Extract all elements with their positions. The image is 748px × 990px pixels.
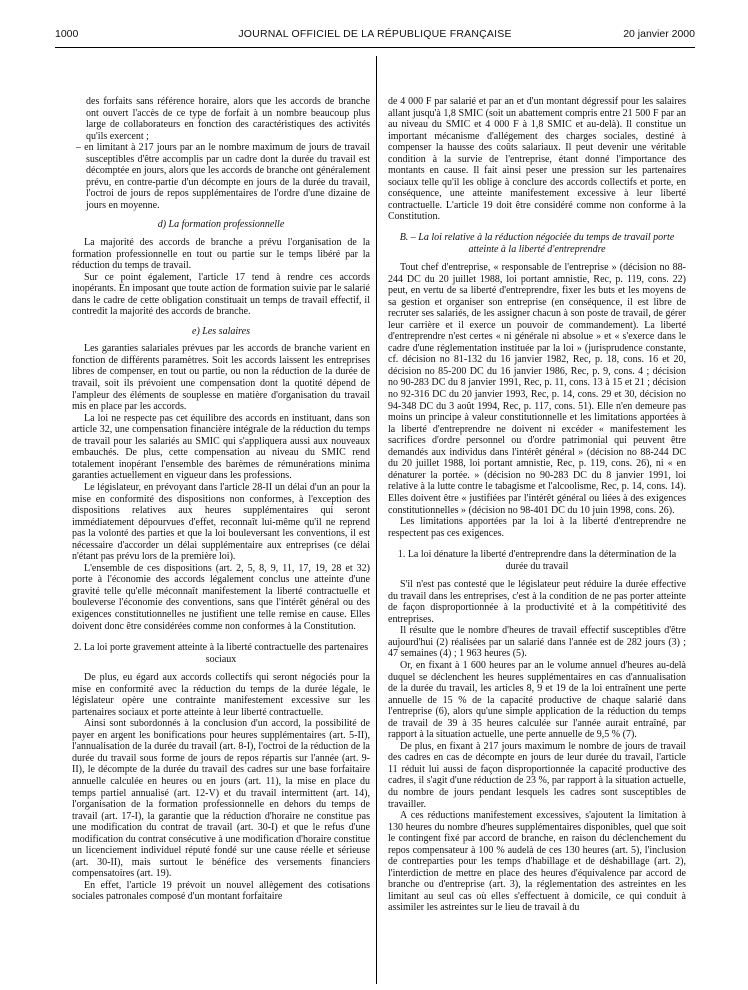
paragraph: S'il n'est pas contesté que le législateur peut réduire la durée effective du travail dans les entreprises, c'est à la condition de ne pas porter atteinte de façon disproportionnée à la productivité et à la compétitivité des entreprises. — [388, 579, 686, 625]
paragraph: Les limitations apportées par la loi à la liberté d'entreprendre ne respectent pas ces exigences. — [388, 516, 686, 539]
paragraph: De plus, eu égard aux accords collectifs qui seront négociés pour la mise en conformité avec la réduction du temps de la durée légale, le législateur opère une contrainte manifestement excessive sur les partenaires sociaux et porte atteinte à leur liberté contractuelle. — [72, 672, 370, 718]
left-column — [72, 96, 370, 903]
header-rule — [55, 47, 695, 48]
paragraph: Il résulte que le nombre d'heures de travail effectif susceptibles d'être aujourd'hui (2) réalisées par un salarié dans l'année est de 282 jours (3) ; 47 semaines (4) ; 1 963 heures (5). — [388, 625, 686, 660]
dash-item: – en limitant à 217 jours par an le nombre maximum de jours de travail susceptibles d'être accomplis par un cadre dont la durée du travail est décomptée en jours, alors que les accords de branche ont généralement prévu, en contre-partie d'un décompte en jours de la durée du travail, l'octroi de jours de repos supplémentaires de l'ordre d'une dizaine de jours en moyenne. — [76, 142, 370, 211]
paragraph: En effet, l'article 19 prévoit un nouvel allègement des cotisations sociales patronales composé d'un montant forfaitaire — [72, 879, 370, 903]
paragraph: Les garanties salariales prévues par les accords de branche varient en fonction de différents paramètres. Soit les accords laissent les entreprises libres de compenser, en tout ou partie, ou non la réduction de la durée de travail, soit ils prévoient une compensation dont la quotité dépend de l'ampleur des éléments de souplesse en matière d'organisation du travail mis en place par les accords. — [72, 343, 370, 413]
paragraph: La loi ne respecte pas cet équilibre des accords en instituant, dans son article 32, une compensation financière intégrale de la réduction du temps de travail pour les salariés au SMIC qui s'appliquera aussi aux nouveaux embauchés. De plus, cette compensation au niveau du SMIC rend totalement inopérant l'ensemble des barèmes de rémunérations minima garanties actuellement en vigueur dans les professions. — [72, 412, 370, 482]
section-heading-1: 1. La loi dénature la liberté d'entreprendre dans la détermination de la durée du travail — [397, 549, 677, 572]
paragraph: Ainsi sont subordonnés à la conclusion d'un accord, la possibilité de payer en argent les bonifications pour heures supplémentaires (art. 5-II), l'annualisation de la durée du travail (art. 8-I), l'octroi de la réduction de la durée du travail sous forme de jours de repos répartis sur l'année (art. 9-II), le décompte de la durée du travail des cadres sur une base forfaitaire annuelle calculée en heures ou en jours (art. 11), la mise en place du temps partiel annualisé (art. 12-V) et du travail intermittent (art. 14), l'organisation de la formation professionnelle en dehors du temps de travail (art. 17-I), la garantie que la réduction d'horaire ne constitue pas une modification du contrat de travail (art. 30-I) et que le refus d'une modification du contrat consécutive à une modification d'horaire constitue un licenciement individuel réputé fondé sur une cause réelle et sérieuse (art. 30-II), mais surtout le bénéfice des versements financiers compensatoires (art. 19). — [72, 718, 370, 880]
right-column — [388, 96, 686, 914]
paragraph: Le législateur, en prévoyant dans l'article 28-II un délai d'un an pour la mise en conformité des dispositions non conformes, à l'exception des dispositions relatives aux heures supplémentaires qui seront immédiatement dépourvues d'effet, reconnaît lui-même qu'il ne reprend pas la volonté des parties et que la loi bouleversant les conventions, il est nécessaire d'accorder un délai supplémentaire aux entreprises (ce délai n'étant pas prévu lors de la première loi). — [72, 481, 370, 563]
page-number: 1000 — [55, 28, 79, 40]
subheading-e: e) Les salaires — [192, 325, 250, 337]
paragraph: des forfaits sans référence horaire, alors que les accords de branche ont ouvert l'accès de ce type de forfait à un nombre beaucoup plus large de collaborateurs en fonction des caractéristiques des activités qu'ils exercent ; — [86, 96, 370, 142]
paragraph: Tout chef d'entreprise, « responsable de l'entreprise » (décision no 88-244 DC du 20 juillet 1988, loi portant amnistie, Rec, p. 119, cons. 22) peut, en vertu de sa liberté d'entreprendre, fixer les buts et les moyens de sa gestion et organiser son entreprise (en conséquence, il est libre de recruter ses salariés, de les assigner chacun à son poste de travail, de gérer leur carrière et il exerce un pouvoir de commandement). La liberté d'entreprendre n'est certes « ni générale ni absolue » et « s'exerce dans le cadre d'une réglementation instituée par la loi » (jurisprudence constante, cf. décision no 81-132 du 16 janvier 1982, Rec, p. 18, cons. 16 et 20, décision no 85-200 DC du 16 janvier 1986, Rec, p. 9, cons. 4 ; décision no 90-283 DC du 8 janvier 1991, Rec, p. 11, cons. 13 à 15 et 21 ; décision no 92-316 DC du 20 janvier 1993, Rec, p. 14, cons. 29 et 30, décision no 94-348 DC du 3 août 1994, Rec, p. 117, cons. 51). Elle n'en demeure pas moins un principe à valeur constitutionnelle et les limitations apportées à la liberté d'entreprendre ne doivent ni excéder « manifestement les sacrifices d'ordre personnel ou d'ordre patrimonial qui peuvent être demandés aux individus dans l'intérêt général » (décision no 88-244 DC du 20 juillet 1988, loi portant amnistie, Rec, p. 119, cons. 26), ni « en dénaturer la portée. » (décision no 90-283 DC du 8 janvier 1991, loi relative à la lutte contre le tabagisme et l'alcoolisme, Rec, p. 14, cons. 14). Elles doivent être « justifiées par l'intérêt général ou liées à des exigences constitutionnelles » (décision no 98-401 DC du 10 juin 1998, cons. 26). — [388, 262, 686, 516]
paragraph: L'ensemble de ces dispositions (art. 2, 5, 8, 9, 11, 17, 19, 28 et 32) porte à l'économie des accords légalement conclus une atteinte d'une gravité telle qu'elle méconnaît manifestement la liberté contractuelle et bouleverse l'économie des conventions, sans que l'intérêt général ou des exigences constitutionnelles ne justifient une telle remise en cause. Elles doivent donc être considérées comme non conformes à la Constitution. — [72, 562, 370, 632]
paragraph: A ces réductions manifestement excessives, s'ajoutent la limitation à 130 heures du nombre d'heures supplémentaires disponibles, quel que soit le contingent fixé par accord de branche, en raison du déclenchement du repos compensateur à 100 % audelà de ces 130 heures (art. 5), l'inclusion de contreparties pour les temps d'habillage et de déshabillage (art. 2), l'interdiction de mettre en place des heures d'équivalence par accord de branche ou d'entreprise (art. 3), la réglementation des astreintes en les limitant au seul cas où elles s'effectuent à domicile, ce qui conduit à assimiler les astreintes sur le lieu de travail à du — [388, 810, 686, 914]
journal-title: JOURNAL OFFICIEL DE LA RÉPUBLIQUE FRANÇAISE — [238, 28, 512, 40]
issue-date: 20 janvier 2000 — [623, 28, 695, 40]
paragraph: de 4 000 F par salarié et par an et d'un montant dégressif pour les salaires allant jusqu'à 1,8 SMIC (soit un abattement compris entre 21 500 F par an au niveau du SMIC et 4 000 F à 1,8 SMIC et au-delà). Il constitue un important mécanisme d'allégement des charges sociales, destiné à compenser la hausse des coûts salariaux. Il peut devenir une véritable condition à la survie de l'entreprise, étant donné l'importance des montants en cause. Il fait ainsi peser une pression sur les partenaires sociaux telle qu'il les oblige à conclure des accords collectifs et porte, en conséquence, une atteinte manifestement excessive à leur liberté contractuelle. L'article 19 doit être considéré comme non conforme à la Constitution. — [388, 96, 686, 223]
page-header — [55, 28, 695, 44]
paragraph: De plus, en fixant à 217 jours maximum le nombre de jours de travail des cadres en cas de décompte en jours de leur durée du travail, l'article 11 réduit lui aussi de façon disproportionnée la capacité productive des cadres, il s'agit d'une réduction de 23 %, par rapport à la situation actuelle, du nombre de jours pendant lesquels les cadres sont susceptibles de travailler. — [388, 740, 686, 810]
paragraph: La majorité des accords de branche a prévu l'organisation de la formation professionnelle en tout ou partie sur le temps libéré par la réduction du temps de travail. — [72, 237, 370, 272]
subheading-d: d) La formation professionnelle — [157, 219, 285, 231]
section-heading-2: 2. La loi porte gravement atteinte à la liberté contractuelle des partenaires sociaux — [73, 642, 369, 665]
column-separator — [376, 56, 377, 984]
paragraph: Sur ce point également, l'article 17 tend à rendre ces accords inopérants. En imposant que toute action de formation suivie par le salarié dans le cadre de cette obligation constituait un temps de travail effectif, il contredit la majorité des accords de branche. — [72, 271, 370, 318]
paragraph: Or, en fixant à 1 600 heures par an le volume annuel d'heures au-delà duquel se déclenchent les heures supplémentaires en cas d'annualisation de la durée du travail, les articles 8, 9 et 19 de la loi entraînent une perte annuelle de 15 % de la capacité productive de chaque salarié dans l'entreprise (6), alors qu'une simple application de la réduction du temps de travail de 39 à 35 heures calculée sur l'année aurait entraîné, par rapport à la situation actuelle, une perte annuelle de 9,5 % (7). — [388, 659, 686, 741]
section-heading-b: B. – La loi relative à la réduction négociée du temps de travail porte atteinte à la liberté d'entreprendre — [399, 232, 675, 255]
